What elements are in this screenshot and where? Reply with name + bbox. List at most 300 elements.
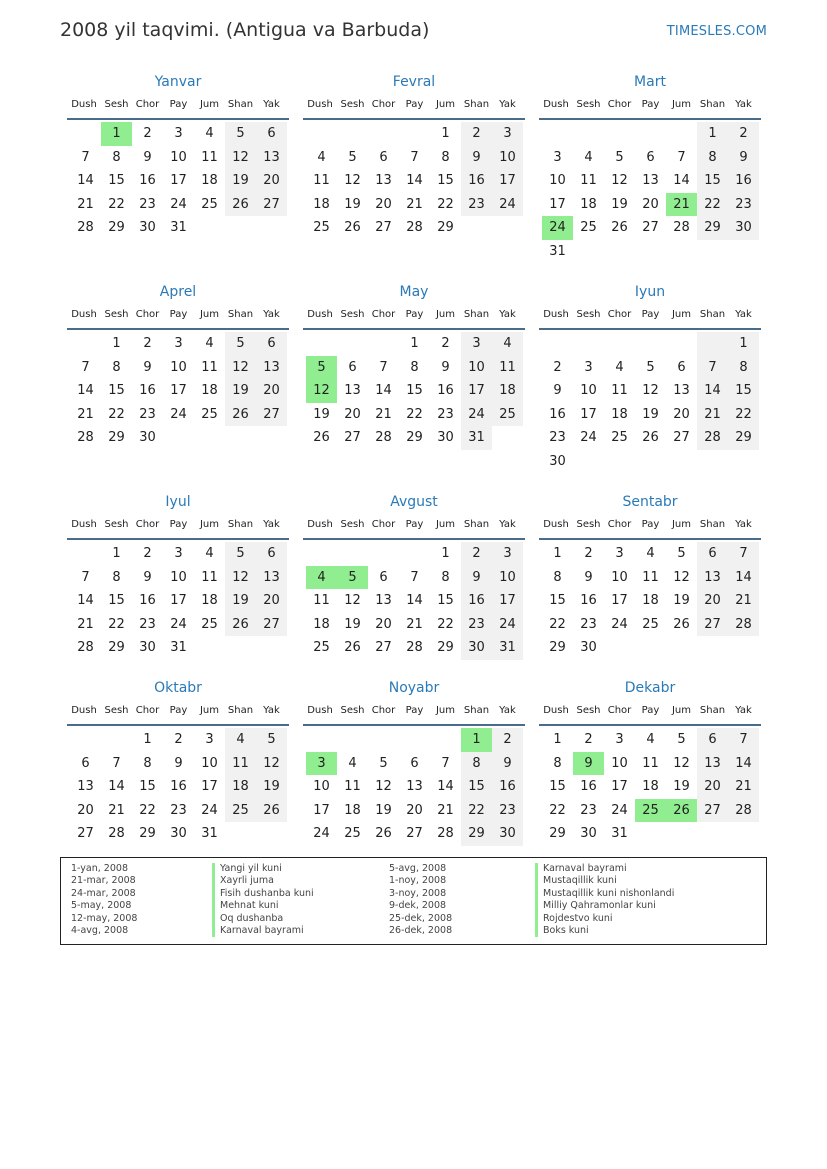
day-cell: 4 bbox=[205, 126, 214, 141]
empty-cell bbox=[306, 332, 337, 356]
day-cell: 26 bbox=[344, 220, 361, 235]
day-grid bbox=[306, 332, 525, 450]
day-cell: 25 bbox=[580, 220, 597, 235]
day-cell: 30 bbox=[139, 430, 156, 445]
day-cell: 11 bbox=[580, 173, 597, 188]
day-cell: 17 bbox=[170, 173, 187, 188]
day-cell: 11 bbox=[611, 383, 628, 398]
day-cell: 20 bbox=[256, 169, 287, 193]
day-cell: 2 bbox=[174, 732, 183, 747]
day-cell: 8 bbox=[143, 755, 152, 771]
day-cell: 12 bbox=[225, 146, 256, 170]
empty-cell bbox=[337, 542, 368, 566]
weekday-label: Yak bbox=[499, 519, 516, 530]
day-cell: 19 bbox=[673, 593, 690, 608]
day-cell: 16 bbox=[437, 383, 454, 398]
day-grid bbox=[70, 122, 289, 240]
day-cell: 1 bbox=[697, 122, 728, 146]
day-cell: 21 bbox=[108, 802, 125, 818]
day-cell: 27 bbox=[406, 826, 423, 841]
day-cell: 6 bbox=[256, 542, 287, 566]
day-cell: 27 bbox=[256, 193, 287, 217]
day-cell: 24 bbox=[492, 193, 523, 217]
day-cell: 10 bbox=[611, 569, 628, 585]
empty-cell bbox=[368, 542, 399, 566]
day-cell: 23 bbox=[461, 193, 492, 217]
day-cell: 12 bbox=[256, 752, 287, 776]
month-name: Iyun bbox=[634, 284, 666, 300]
day-cell: 20 bbox=[673, 406, 690, 422]
day-cell: 27 bbox=[673, 430, 690, 445]
weekday-label: Yak bbox=[263, 99, 280, 110]
month-name: Oktabr bbox=[154, 680, 202, 696]
day-grid bbox=[542, 332, 761, 473]
day-cell: 24 bbox=[580, 430, 597, 445]
holiday-day: 1 bbox=[101, 122, 132, 146]
day-cell: 6 bbox=[256, 332, 287, 356]
day-cell: 3 bbox=[492, 542, 523, 566]
day-cell: 26 bbox=[611, 220, 628, 235]
holiday-day: 24 bbox=[542, 216, 573, 240]
day-cell: 15 bbox=[139, 779, 156, 794]
day-cell: 16 bbox=[580, 593, 597, 608]
day-cell: 13 bbox=[375, 173, 392, 188]
legend-holiday-name: Xayrli juma bbox=[212, 875, 314, 887]
day-cell: 12 bbox=[673, 755, 690, 771]
day-cell: 13 bbox=[256, 566, 287, 590]
day-cell: 14 bbox=[406, 173, 423, 188]
day-cell: 10 bbox=[492, 566, 523, 590]
weekday-label: Jum bbox=[199, 705, 220, 716]
weekday-label: Dush bbox=[71, 705, 97, 716]
holiday-day: 4 bbox=[306, 566, 337, 590]
holiday-day: 1 bbox=[461, 728, 492, 752]
day-cell: 15 bbox=[108, 383, 125, 398]
day-cell: 3 bbox=[553, 149, 562, 165]
day-cell: 14 bbox=[673, 173, 690, 188]
day-cell: 5 bbox=[225, 122, 256, 146]
weekday-label: Pay bbox=[641, 519, 660, 530]
day-cell: 21 bbox=[728, 589, 759, 613]
month-name: May bbox=[399, 284, 429, 300]
day-cell: 15 bbox=[549, 593, 566, 608]
day-cell: 3 bbox=[615, 546, 624, 561]
legend-date: 26-dek, 2008 bbox=[389, 925, 453, 937]
weekday-label: Sesh bbox=[576, 705, 601, 716]
day-cell: 17 bbox=[492, 589, 523, 613]
day-cell: 1 bbox=[728, 332, 759, 356]
day-cell: 22 bbox=[108, 616, 125, 632]
weekday-label: Yak bbox=[263, 519, 280, 530]
day-cell: 21 bbox=[406, 616, 423, 632]
weekday-header bbox=[67, 92, 289, 120]
weekday-label: Shan bbox=[227, 705, 254, 716]
day-cell: 19 bbox=[344, 616, 361, 632]
month-fevral bbox=[303, 72, 525, 240]
month-name: Iyul bbox=[165, 494, 191, 510]
day-cell: 25 bbox=[201, 196, 218, 212]
day-cell: 20 bbox=[697, 589, 728, 613]
weekday-label: Chor bbox=[135, 519, 160, 530]
weekday-label: Pay bbox=[169, 99, 188, 110]
day-cell: 28 bbox=[375, 430, 392, 445]
day-cell: 1 bbox=[441, 126, 450, 141]
day-cell: 17 bbox=[611, 593, 628, 608]
day-cell: 21 bbox=[375, 406, 392, 422]
legend-date: 5-may, 2008 bbox=[71, 900, 132, 912]
legend-date: 12-may, 2008 bbox=[71, 912, 138, 924]
day-cell: 2 bbox=[728, 122, 759, 146]
weekday-label: Jum bbox=[671, 519, 692, 530]
day-cell: 25 bbox=[642, 616, 659, 632]
day-cell: 23 bbox=[139, 196, 156, 212]
day-cell: 18 bbox=[344, 802, 361, 818]
legend-holiday-name: Oq dushanba bbox=[212, 913, 314, 925]
day-cell: 13 bbox=[673, 383, 690, 398]
weekday-label: Shan bbox=[699, 705, 726, 716]
weekday-label: Chor bbox=[371, 519, 396, 530]
legend-holiday-name: Karnaval bayrami bbox=[535, 863, 674, 875]
weekday-label: Jum bbox=[435, 705, 456, 716]
day-cell: 20 bbox=[375, 616, 392, 632]
day-cell: 29 bbox=[728, 426, 759, 450]
day-cell: 11 bbox=[225, 752, 256, 776]
day-cell: 19 bbox=[611, 196, 628, 212]
day-cell: 13 bbox=[642, 173, 659, 188]
day-cell: 8 bbox=[441, 569, 450, 585]
day-cell: 9 bbox=[143, 149, 152, 165]
day-cell: 23 bbox=[549, 430, 566, 445]
day-cell: 29 bbox=[461, 822, 492, 846]
day-cell: 7 bbox=[81, 149, 90, 165]
weekday-label: Pay bbox=[169, 519, 188, 530]
day-cell: 6 bbox=[697, 728, 728, 752]
day-cell: 11 bbox=[492, 356, 523, 380]
weekday-label: Shan bbox=[699, 309, 726, 320]
day-cell: 30 bbox=[549, 453, 566, 469]
day-cell: 6 bbox=[379, 569, 388, 585]
day-cell: 16 bbox=[139, 173, 156, 188]
empty-cell bbox=[573, 122, 604, 146]
empty-cell bbox=[666, 332, 697, 356]
day-cell: 19 bbox=[344, 196, 361, 212]
day-cell: 20 bbox=[697, 775, 728, 799]
empty-cell bbox=[368, 332, 399, 356]
legend-holiday-name: Mustaqillik kuni bbox=[535, 875, 674, 887]
weekday-label: Sesh bbox=[576, 99, 601, 110]
day-cell: 3 bbox=[174, 126, 183, 141]
day-cell: 6 bbox=[256, 122, 287, 146]
day-cell: 27 bbox=[77, 826, 94, 841]
day-cell: 28 bbox=[77, 220, 94, 235]
day-cell: 8 bbox=[112, 569, 121, 585]
day-cell: 12 bbox=[344, 593, 361, 608]
month-aprel bbox=[67, 282, 289, 450]
day-cell: 2 bbox=[553, 359, 562, 375]
day-cell: 4 bbox=[615, 359, 624, 375]
day-cell: 6 bbox=[348, 359, 357, 375]
day-cell: 4 bbox=[646, 546, 655, 561]
day-grid bbox=[306, 542, 525, 660]
legend-holiday-name: Milliy Qahramonlar kuni bbox=[535, 900, 674, 912]
day-cell: 29 bbox=[437, 220, 454, 235]
month-dekabr bbox=[539, 678, 761, 846]
day-cell: 16 bbox=[492, 775, 523, 799]
day-cell: 4 bbox=[646, 732, 655, 747]
day-cell: 22 bbox=[139, 802, 156, 818]
day-cell: 27 bbox=[697, 613, 728, 637]
day-cell: 26 bbox=[256, 799, 287, 823]
day-cell: 17 bbox=[313, 802, 330, 818]
day-cell: 12 bbox=[673, 569, 690, 585]
day-cell: 2 bbox=[441, 336, 450, 351]
day-cell: 29 bbox=[139, 826, 156, 841]
day-cell: 10 bbox=[201, 755, 218, 771]
day-grid bbox=[542, 122, 761, 263]
day-cell: 10 bbox=[549, 173, 566, 188]
day-cell: 15 bbox=[461, 775, 492, 799]
day-cell: 28 bbox=[77, 640, 94, 655]
day-cell: 25 bbox=[201, 406, 218, 422]
month-iyul bbox=[67, 492, 289, 660]
day-cell: 10 bbox=[580, 383, 597, 398]
day-cell: 5 bbox=[677, 546, 686, 561]
day-cell: 6 bbox=[81, 755, 90, 771]
weekday-label: Pay bbox=[405, 705, 424, 716]
day-cell: 30 bbox=[170, 826, 187, 841]
day-cell: 14 bbox=[728, 566, 759, 590]
day-cell: 2 bbox=[461, 122, 492, 146]
weekday-label: Shan bbox=[699, 519, 726, 530]
day-cell: 25 bbox=[313, 640, 330, 655]
weekday-label: Yak bbox=[263, 309, 280, 320]
day-cell: 12 bbox=[344, 173, 361, 188]
weekday-header bbox=[67, 698, 289, 726]
day-cell: 17 bbox=[170, 593, 187, 608]
day-cell: 9 bbox=[584, 569, 593, 585]
day-cell: 29 bbox=[549, 826, 566, 841]
day-cell: 16 bbox=[549, 406, 566, 422]
day-cell: 17 bbox=[461, 379, 492, 403]
weekday-label: Shan bbox=[463, 705, 490, 716]
day-cell: 5 bbox=[677, 732, 686, 747]
empty-cell bbox=[604, 122, 635, 146]
day-cell: 2 bbox=[492, 728, 523, 752]
day-cell: 3 bbox=[492, 122, 523, 146]
weekday-label: Jum bbox=[435, 309, 456, 320]
day-cell: 7 bbox=[379, 359, 388, 375]
day-cell: 31 bbox=[170, 640, 187, 655]
day-cell: 4 bbox=[584, 149, 593, 165]
day-cell: 17 bbox=[611, 779, 628, 794]
weekday-label: Jum bbox=[199, 99, 220, 110]
weekday-label: Sesh bbox=[104, 99, 129, 110]
empty-cell bbox=[604, 332, 635, 356]
day-cell: 28 bbox=[108, 826, 125, 841]
day-cell: 4 bbox=[205, 336, 214, 351]
weekday-header bbox=[67, 302, 289, 330]
weekday-header bbox=[539, 512, 761, 540]
month-iyun bbox=[539, 282, 761, 473]
weekday-label: Yak bbox=[735, 519, 752, 530]
day-grid bbox=[70, 728, 289, 846]
day-cell: 8 bbox=[461, 752, 492, 776]
day-cell: 26 bbox=[673, 616, 690, 632]
day-cell: 10 bbox=[170, 569, 187, 585]
legend-date: 9-dek, 2008 bbox=[389, 900, 447, 912]
weekday-header bbox=[539, 302, 761, 330]
day-cell: 20 bbox=[642, 196, 659, 212]
day-cell: 15 bbox=[406, 383, 423, 398]
day-cell: 10 bbox=[461, 356, 492, 380]
day-grid bbox=[306, 728, 525, 846]
weekday-label: Jum bbox=[435, 99, 456, 110]
brand-link[interactable]: TIMESLES.COM bbox=[666, 24, 767, 39]
empty-cell bbox=[368, 122, 399, 146]
weekday-header bbox=[303, 698, 525, 726]
empty-cell bbox=[337, 332, 368, 356]
day-cell: 12 bbox=[611, 173, 628, 188]
day-cell: 1 bbox=[143, 732, 152, 747]
weekday-label: Dush bbox=[71, 519, 97, 530]
month-name: Fevral bbox=[392, 74, 436, 90]
weekday-label: Sesh bbox=[340, 519, 365, 530]
weekday-label: Pay bbox=[405, 519, 424, 530]
day-cell: 28 bbox=[437, 826, 454, 841]
day-cell: 16 bbox=[139, 593, 156, 608]
day-cell: 5 bbox=[225, 332, 256, 356]
day-cell: 7 bbox=[410, 149, 419, 165]
day-cell: 30 bbox=[580, 640, 597, 655]
weekday-label: Jum bbox=[199, 309, 220, 320]
day-cell: 23 bbox=[437, 406, 454, 422]
weekday-label: Chor bbox=[607, 519, 632, 530]
holiday-day: 3 bbox=[306, 752, 337, 776]
day-cell: 11 bbox=[201, 149, 218, 165]
day-cell: 21 bbox=[406, 196, 423, 212]
weekday-header bbox=[539, 92, 761, 120]
day-cell: 1 bbox=[410, 336, 419, 351]
day-cell: 25 bbox=[313, 220, 330, 235]
month-name: Sentabr bbox=[622, 494, 678, 510]
weekday-label: Sesh bbox=[340, 705, 365, 716]
day-cell: 29 bbox=[108, 430, 125, 445]
day-grid bbox=[70, 542, 289, 660]
day-grid bbox=[542, 542, 761, 660]
weekday-label: Pay bbox=[405, 99, 424, 110]
day-cell: 7 bbox=[112, 755, 121, 771]
day-cell: 14 bbox=[77, 173, 94, 188]
day-cell: 2 bbox=[143, 126, 152, 141]
day-cell: 8 bbox=[697, 146, 728, 170]
day-cell: 8 bbox=[410, 359, 419, 375]
day-cell: 10 bbox=[313, 779, 330, 794]
day-cell: 9 bbox=[461, 566, 492, 590]
weekday-label: Chor bbox=[371, 309, 396, 320]
day-cell: 9 bbox=[728, 146, 759, 170]
weekday-label: Dush bbox=[307, 309, 333, 320]
day-cell: 17 bbox=[580, 406, 597, 422]
day-cell: 24 bbox=[170, 196, 187, 212]
day-grid bbox=[70, 332, 289, 450]
day-cell: 6 bbox=[677, 359, 686, 375]
empty-cell bbox=[101, 728, 132, 752]
day-cell: 19 bbox=[642, 406, 659, 422]
weekday-label: Dush bbox=[543, 705, 569, 716]
day-cell: 15 bbox=[697, 169, 728, 193]
empty-cell bbox=[306, 728, 337, 752]
empty-cell bbox=[573, 332, 604, 356]
day-cell: 3 bbox=[584, 359, 593, 375]
legend-holiday-name: Boks kuni bbox=[535, 925, 674, 937]
month-name: Avgust bbox=[390, 494, 438, 510]
day-cell: 2 bbox=[584, 732, 593, 747]
month-name: Yanvar bbox=[154, 74, 202, 90]
weekday-label: Sesh bbox=[576, 519, 601, 530]
legend-holiday-name: Mustaqillik kuni nishonlandi bbox=[535, 888, 674, 900]
day-cell: 24 bbox=[492, 613, 523, 637]
day-cell: 24 bbox=[611, 616, 628, 632]
day-cell: 20 bbox=[256, 589, 287, 613]
day-cell: 25 bbox=[201, 616, 218, 632]
weekday-label: Yak bbox=[735, 99, 752, 110]
day-cell: 12 bbox=[375, 779, 392, 794]
weekday-label: Dush bbox=[543, 309, 569, 320]
day-cell: 3 bbox=[174, 336, 183, 351]
day-cell: 11 bbox=[201, 569, 218, 585]
day-cell: 30 bbox=[492, 822, 523, 846]
day-cell: 14 bbox=[108, 779, 125, 794]
weekday-label: Jum bbox=[671, 99, 692, 110]
day-cell: 7 bbox=[441, 755, 450, 771]
day-cell: 17 bbox=[549, 196, 566, 212]
weekday-label: Sesh bbox=[104, 705, 129, 716]
day-cell: 15 bbox=[437, 593, 454, 608]
day-cell: 13 bbox=[375, 593, 392, 608]
day-cell: 23 bbox=[139, 616, 156, 632]
day-cell: 3 bbox=[205, 732, 214, 747]
day-cell: 3 bbox=[461, 332, 492, 356]
empty-cell bbox=[399, 728, 430, 752]
day-cell: 2 bbox=[584, 546, 593, 561]
day-cell: 10 bbox=[170, 359, 187, 375]
day-cell: 5 bbox=[225, 542, 256, 566]
weekday-label: Yak bbox=[499, 705, 516, 716]
day-cell: 8 bbox=[112, 359, 121, 375]
day-cell: 16 bbox=[461, 589, 492, 613]
day-cell: 19 bbox=[256, 775, 287, 799]
day-cell: 3 bbox=[174, 546, 183, 561]
weekday-label: Yak bbox=[735, 309, 752, 320]
day-cell: 23 bbox=[580, 616, 597, 632]
day-cell: 29 bbox=[108, 220, 125, 235]
weekday-label: Sesh bbox=[340, 309, 365, 320]
day-cell: 16 bbox=[728, 169, 759, 193]
weekday-label: Sesh bbox=[340, 99, 365, 110]
holiday-day: 21 bbox=[666, 193, 697, 217]
day-cell: 26 bbox=[225, 403, 256, 427]
empty-cell bbox=[430, 728, 461, 752]
day-cell: 27 bbox=[375, 220, 392, 235]
empty-cell bbox=[306, 122, 337, 146]
weekday-label: Shan bbox=[227, 99, 254, 110]
legend-holiday-name: Rojdestvo kuni bbox=[535, 913, 674, 925]
weekday-header bbox=[303, 512, 525, 540]
day-cell: 14 bbox=[375, 383, 392, 398]
day-cell: 8 bbox=[553, 569, 562, 585]
day-cell: 13 bbox=[697, 566, 728, 590]
day-cell: 11 bbox=[201, 359, 218, 375]
